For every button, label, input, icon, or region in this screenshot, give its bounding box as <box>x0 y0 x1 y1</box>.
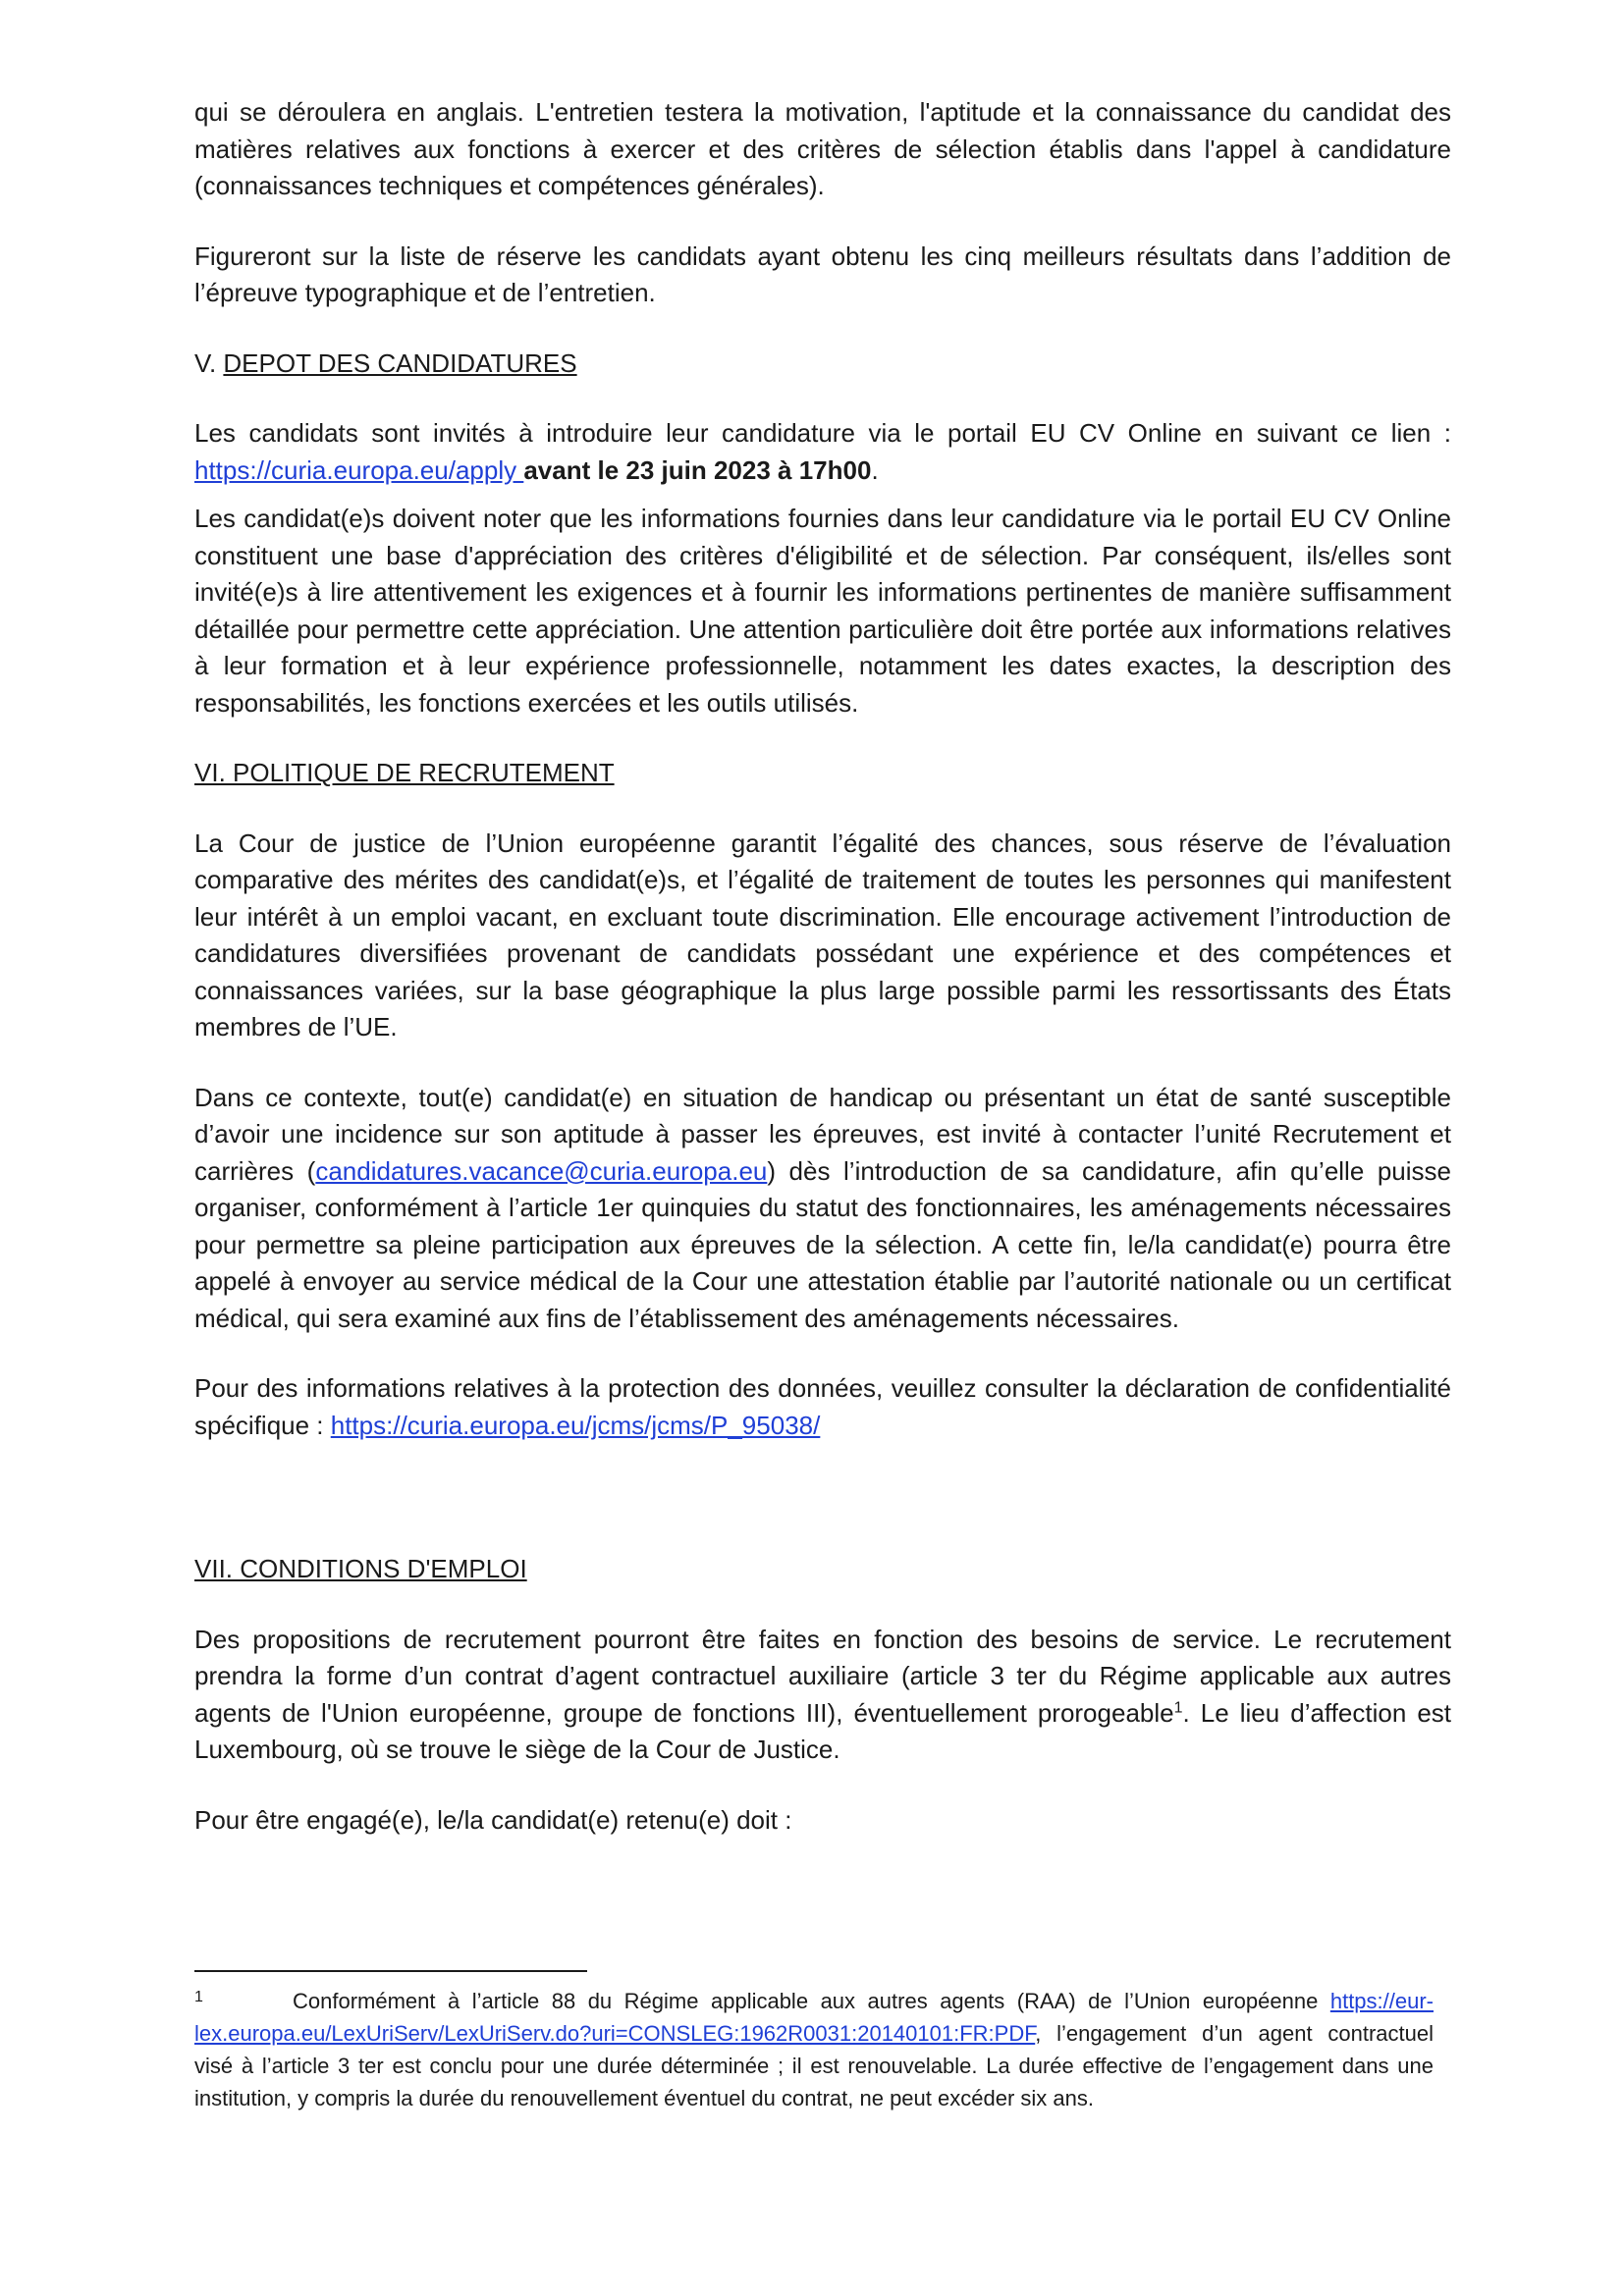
apply-end: . <box>871 454 879 485</box>
apply-text: Les candidats sont invités à introduire leur candidature via le portail EU CV Online en suivant ce lien : <box>194 418 1451 448</box>
paragraph-interview: qui se déroulera en anglais. L'entretien testera la motivation, l'aptitude et la connaissance du candidat des matières relatives aux fonctions à exercer et des critères de sélection établis dans l'appel à candidature (connaissances techniques et compétences générales). <box>194 97 1451 200</box>
privacy-link[interactable]: https://curia.europa.eu/jcms/jcms/P_95038/ <box>330 1410 821 1440</box>
footnote-ref[interactable]: 1 <box>1173 1698 1183 1716</box>
footnote-divider <box>194 1970 587 1972</box>
footnote-number: 1 <box>194 1989 203 2005</box>
footnote-text-a: Conformément à l’article 88 du Régime applicable aux autres agents (RAA) de l’Union européenne <box>293 1989 1330 2013</box>
data-protection-text: Pour des informations relatives à la protection des données, veuillez consulter la déclaration de confidentialité spécifique : <box>194 1373 1451 1440</box>
recruitment-email-link[interactable]: candidatures.vacance@curia.europa.eu <box>315 1155 768 1186</box>
spacer <box>194 1518 1451 1551</box>
recruitment-text-b: . Le lieu d’affection est Luxembourg, où se trouve le siège de la Cour de Justice. <box>194 1697 1452 1764</box>
eur-lex-link[interactable]: https://eur-lex.europa.eu/LexUriServ/LexUriServ.do?uri=CONSLEG:1962R0031:20140101:FR:PDF <box>194 1989 1434 2046</box>
footnote <box>194 1985 1434 2114</box>
section-heading-depot <box>194 346 1451 383</box>
document-body <box>194 94 1451 1839</box>
paragraph-data-protection <box>194 1370 1451 1444</box>
paragraph-information: Les candidat(e)s doivent noter que les informations fournies dans leur candidature via le portail EU CV Online constituent une base d'appréciation des critères d'éligibilité et de sélection. Par conséquent, ils/elles sont invité(e)s à lire attentivement les exigences et à fournir les informations pertinentes de manière suffisamment détaillée pour permettre cette appréciation. Une attention particulière doit être portée aux informations relatives à leur formation et à leur expérience professionnelle, notamment les dates exactes, la description des responsabilités, les fonctions exercées et les outils utilisés. <box>194 504 1451 718</box>
section-title: DEPOT DES CANDIDATURES <box>223 347 577 378</box>
handicap-text-b: ) dès l’introduction de sa candidature, afin qu’elle puisse organiser, conformément à l’article 1er quinquies du statut des fonctionnaires, les aménagements nécessaires pour permettre sa pleine participation aux épreuves de la sélection. A cette fin, le/la candidat(e) pourra être appelé à envoyer au service médical de la Cour une attestation établie par l’autorité nationale ou un certificat médical, qui sera examiné aux fins de l’établissement des aménagements nécessaires. <box>194 1155 1451 1333</box>
footnote-text-b: , l’engagement d’un agent contractuel visé à l’article 3 ter est conclu pour une durée déterminée ; il est renouvelable. La durée effective de l’engagement dans une institution, y compris la durée du renouvellement éventuel du contrat, ne peut excéder six ans. <box>194 2021 1434 2110</box>
section-title: VII. CONDITIONS D'EMPLOI <box>194 1554 527 1583</box>
paragraph-apply <box>194 415 1451 489</box>
apply-link[interactable]: https://curia.europa.eu/apply <box>194 454 524 485</box>
handicap-text-a: Dans ce contexte, tout(e) candidat(e) en situation de handicap ou présentant un état de santé susceptible d’avoir une incidence sur son aptitude à passer les épreuves, est invité à contacter l’unité Recrutement et carrières ( <box>194 1082 1451 1186</box>
section-title: VI. POLITIQUE DE RECRUTEMENT <box>194 758 615 787</box>
paragraph-engagement: Pour être engagé(e), le/la candidat(e) retenu(e) doit : <box>194 1804 792 1835</box>
section-number: V. <box>194 347 224 378</box>
section-heading-politique <box>194 755 1451 792</box>
section-heading-conditions <box>194 1551 1451 1588</box>
spacer <box>194 1444 1451 1518</box>
recruitment-text-a: Des propositions de recrutement pourront être faites en fonction des besoins de service. Le recrutement prendra la forme d’un contrat d’agent contractuel auxiliaire (article 3 ter du Régime applicable aux autres agents de l'Union européenne, groupe de fonctions III), éventuellement prorogeable <box>194 1624 1451 1728</box>
paragraph-equal-opportunity: La Cour de justice de l’Union européenne garantit l’égalité des chances, sous réserve de l’évaluation comparative des mérites des candidat(e)s, et l’égalité de traitement de toutes les personnes qui manifestent leur intérêt à un emploi vacant, en excluant toute discrimination. Elle encourage activement l’introduction de candidatures diversifiées provenant de candidats possédant une expérience et des compétences et connaissances variées, sur la base géographique la plus large possible parmi les ressortissants des États membres de l’UE. <box>194 828 1451 1041</box>
deadline-text: avant le 23 juin 2023 à 17h00 <box>523 454 872 485</box>
paragraph-recruitment-offer <box>194 1622 1451 1769</box>
paragraph-handicap <box>194 1080 1451 1338</box>
paragraph-reserve-list: Figureront sur la liste de réserve les candidats ayant obtenu les cinq meilleurs résultats dans l’addition de l’épreuve typographique et de l’entretien. <box>194 240 1451 307</box>
